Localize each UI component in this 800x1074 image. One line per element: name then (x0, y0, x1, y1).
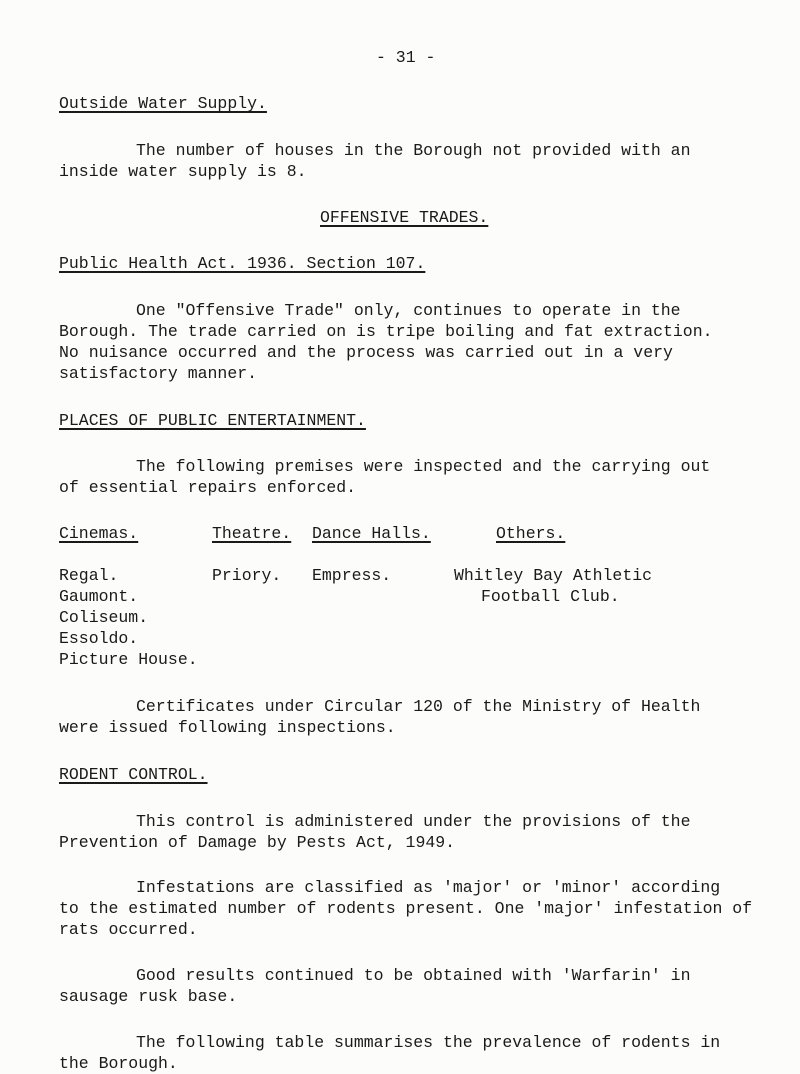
col-header-theatre: Theatre. (212, 524, 292, 543)
cinema-item: Gaumont. (59, 587, 139, 606)
cinema-item: Picture House. (59, 650, 198, 669)
rodent-para2-line1: Infestations are classified as 'major' or 'minor' according (136, 878, 721, 897)
outside-water-para-line2: inside water supply is 8. (59, 162, 307, 181)
offensive-trades-heading: OFFENSIVE TRADES. (320, 208, 489, 227)
rodent-para2-line3: rats occurred. (59, 920, 198, 939)
public-health-act-heading: Public Health Act. 1936. Section 107. (59, 254, 426, 273)
page-number: - 31 - (376, 48, 436, 67)
rodent-para1-line1: This control is administered under the provisions of the (136, 812, 691, 831)
offensive-trades-para-line1: One "Offensive Trade" only, continues to operate in the (136, 301, 681, 320)
col-header-cinemas: Cinemas. (59, 524, 139, 543)
col-header-others: Others. (496, 524, 566, 543)
cinema-item: Coliseum. (59, 608, 149, 627)
others-item-line1: Whitley Bay Athletic (454, 566, 653, 585)
rodent-para3-line1: Good results continued to be obtained with 'Warfarin' in (136, 966, 691, 985)
cinema-item: Essoldo. (59, 629, 139, 648)
rodent-para4-line1: The following table summarises the prevalence of rodents in (136, 1033, 721, 1052)
others-item-line2: Football Club. (481, 587, 620, 606)
offensive-trades-para-line2: Borough. The trade carried on is tripe boiling and fat extraction. (59, 322, 713, 341)
certificates-para-line2: were issued following inspections. (59, 718, 396, 737)
rodent-para3-line2: sausage rusk base. (59, 987, 238, 1006)
rodent-para1-line2: Prevention of Damage by Pests Act, 1949. (59, 833, 456, 852)
outside-water-heading: Outside Water Supply. (59, 94, 267, 113)
cinema-item: Regal. (59, 566, 119, 585)
rodent-control-heading: RODENT CONTROL. (59, 765, 208, 784)
entertainment-para-line1: The following premises were inspected and the carrying out (136, 457, 711, 476)
dance-hall-item: Empress. (312, 566, 392, 585)
outside-water-para-line1: The number of houses in the Borough not provided with an (136, 141, 691, 160)
certificates-para-line1: Certificates under Circular 120 of the Ministry of Health (136, 697, 701, 716)
col-header-dance-halls: Dance Halls. (312, 524, 431, 543)
entertainment-heading: PLACES OF PUBLIC ENTERTAINMENT. (59, 411, 366, 430)
rodent-para4-line2: the Borough. (59, 1054, 178, 1073)
entertainment-para-line2: of essential repairs enforced. (59, 478, 357, 497)
theatre-item: Priory. (212, 566, 282, 585)
offensive-trades-para-line4: satisfactory manner. (59, 364, 258, 383)
rodent-para2-line2: to the estimated number of rodents present. One 'major' infestation of (59, 899, 753, 918)
offensive-trades-para-line3: No nuisance occurred and the process was carried out in a very (59, 343, 673, 362)
